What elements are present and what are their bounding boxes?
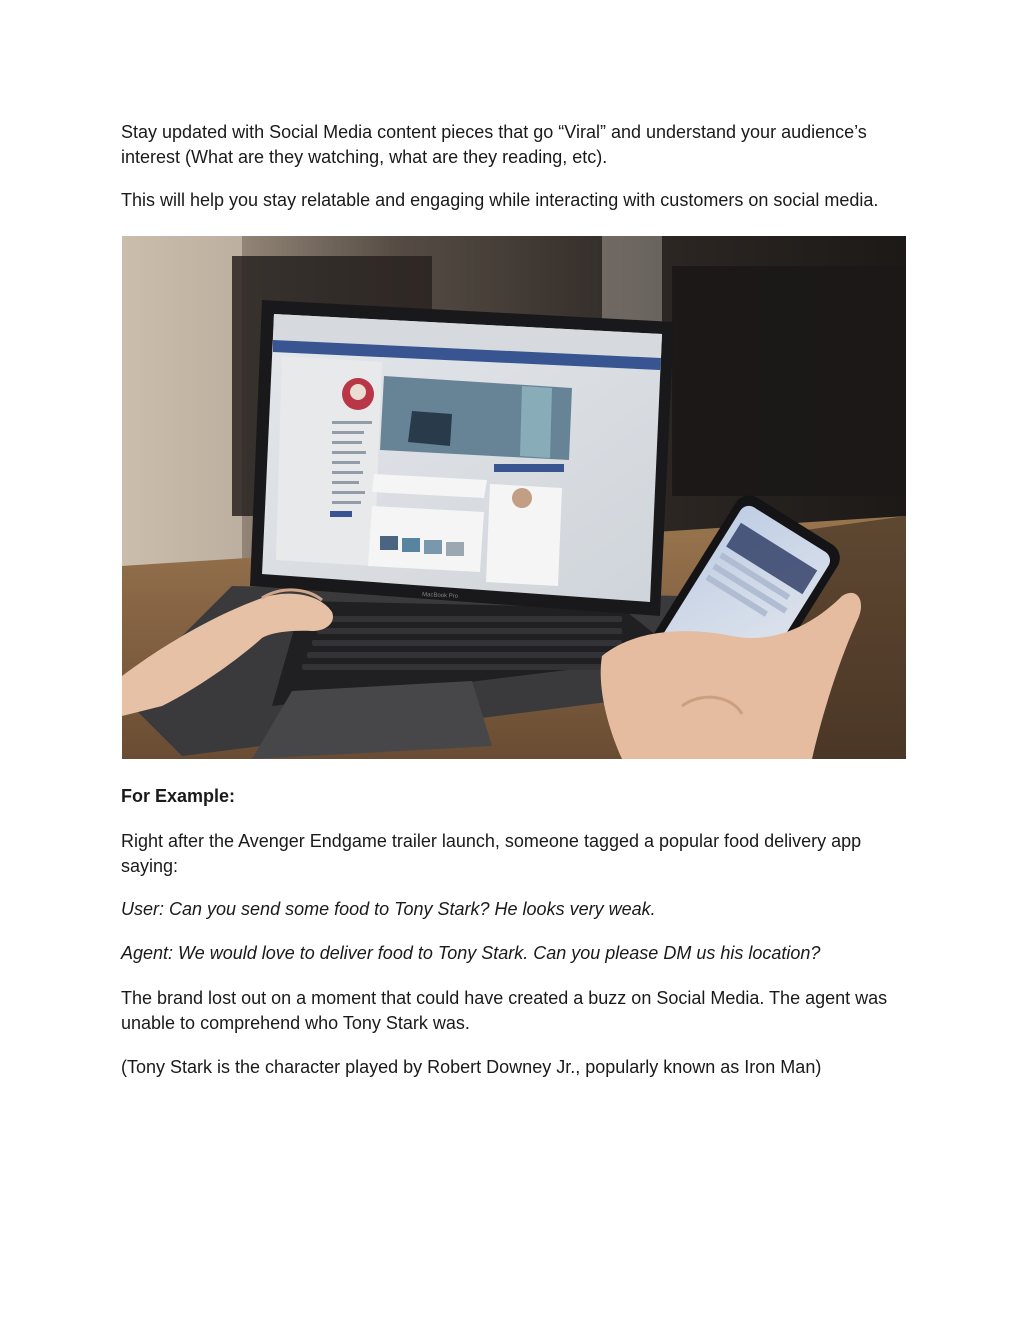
agent-quote: Agent: We would love to deliver food to Tony Stark. Can you please DM us his location?: [121, 943, 821, 963]
conclusion-paragraph: The brand lost out on a moment that could have created a buzz on Social Media. The agent was unable to comprehend who Tony Stark was.: [121, 988, 888, 1033]
relatable-paragraph: This will help you stay relatable and engaging while interacting with customers on social media.: [121, 190, 879, 210]
user-quote: User: Can you send some food to Tony Stark? He looks very weak.: [121, 899, 656, 919]
tony-stark-note: (Tony Stark is the character played by Robert Downey Jr., popularly known as Iron Man): [121, 1057, 822, 1077]
laptop-brand-label: MacBook Pro: [421, 592, 459, 600]
photo-illustration: [122, 236, 906, 759]
example-heading: For Example:: [121, 786, 236, 806]
intro-paragraph: Stay updated with Social Media content pieces that go “Viral” and understand your audience’s interest (What are they watching, what are they reading, etc).: [121, 122, 867, 167]
example-context: Right after the Avenger Endgame trailer launch, someone tagged a popular food delivery app saying:: [121, 831, 862, 876]
laptop-phone-photo: [122, 236, 906, 759]
